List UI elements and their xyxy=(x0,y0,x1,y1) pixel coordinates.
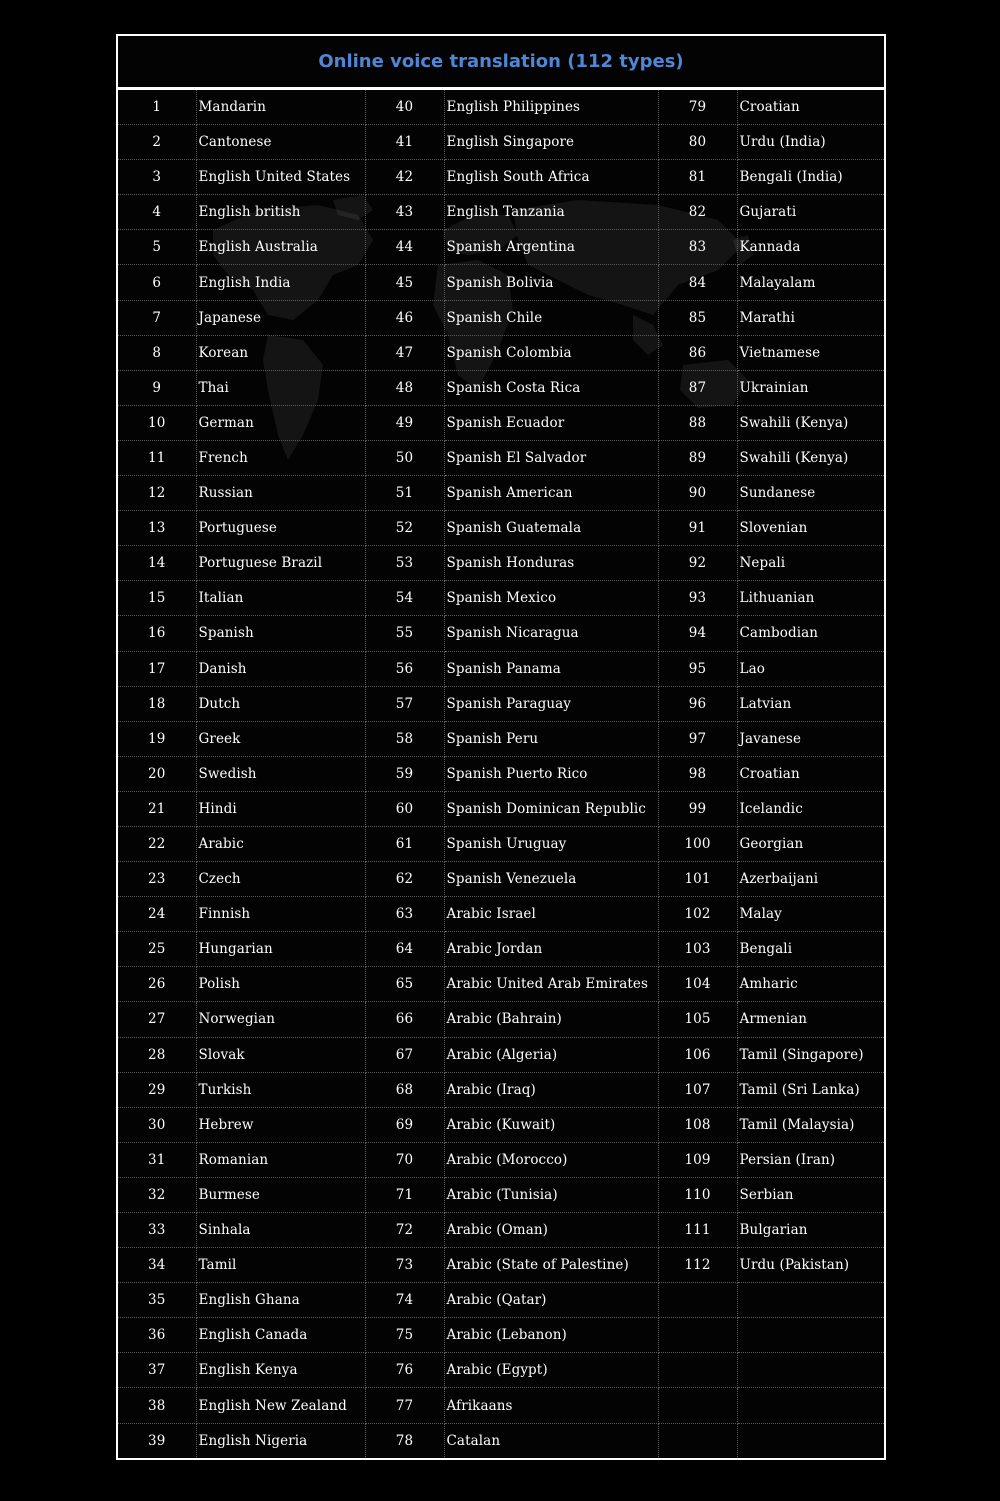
page-title: Online voice translation (112 types) xyxy=(118,36,884,90)
language-name: Tamil (Singapore) xyxy=(737,1037,884,1072)
language-name: Finnish xyxy=(196,897,365,932)
language-number: 50 xyxy=(365,440,444,475)
language-number: 26 xyxy=(118,967,196,1002)
language-number: 32 xyxy=(118,1177,196,1212)
language-number: 63 xyxy=(365,897,444,932)
language-number: 64 xyxy=(365,932,444,967)
language-name: Spanish Argentina xyxy=(444,230,658,265)
table-row xyxy=(118,581,884,616)
language-number: 15 xyxy=(118,581,196,616)
language-number: 12 xyxy=(118,476,196,511)
language-name: Spanish Colombia xyxy=(444,335,658,370)
language-name: Croatian xyxy=(737,90,884,125)
language-name: Russian xyxy=(196,476,365,511)
language-number: 112 xyxy=(658,1248,737,1283)
language-number: 2 xyxy=(118,125,196,160)
language-number: 110 xyxy=(658,1177,737,1212)
language-name xyxy=(737,1283,884,1318)
table-row xyxy=(118,1283,884,1318)
table-row xyxy=(118,1213,884,1248)
language-number xyxy=(658,1423,737,1458)
language-number: 91 xyxy=(658,511,737,546)
language-name: Turkish xyxy=(196,1072,365,1107)
language-name: Spanish Paraguay xyxy=(444,686,658,721)
language-name: Dutch xyxy=(196,686,365,721)
language-number: 38 xyxy=(118,1388,196,1423)
language-name: English british xyxy=(196,195,365,230)
language-number: 10 xyxy=(118,405,196,440)
language-name: Arabic Israel xyxy=(444,897,658,932)
language-number: 6 xyxy=(118,265,196,300)
language-name: Persian (Iran) xyxy=(737,1142,884,1177)
language-name: Japanese xyxy=(196,300,365,335)
language-number: 14 xyxy=(118,546,196,581)
language-name: Arabic (Algeria) xyxy=(444,1037,658,1072)
language-name: Spanish Chile xyxy=(444,300,658,335)
language-name: Malayalam xyxy=(737,265,884,300)
table-row xyxy=(118,686,884,721)
language-name: Korean xyxy=(196,335,365,370)
language-number: 34 xyxy=(118,1248,196,1283)
language-name: Hebrew xyxy=(196,1107,365,1142)
language-number: 25 xyxy=(118,932,196,967)
language-number: 101 xyxy=(658,862,737,897)
language-name: English Philippines xyxy=(444,90,658,125)
language-name: Spanish Mexico xyxy=(444,581,658,616)
language-number: 93 xyxy=(658,581,737,616)
language-number: 30 xyxy=(118,1107,196,1142)
language-name: Bengali xyxy=(737,932,884,967)
language-number: 75 xyxy=(365,1318,444,1353)
language-number: 45 xyxy=(365,265,444,300)
language-name: Arabic (Iraq) xyxy=(444,1072,658,1107)
language-number: 95 xyxy=(658,651,737,686)
language-name: Italian xyxy=(196,581,365,616)
table-row xyxy=(118,1177,884,1212)
language-number xyxy=(658,1388,737,1423)
language-name: Georgian xyxy=(737,826,884,861)
language-name: Tamil xyxy=(196,1248,365,1283)
language-number: 80 xyxy=(658,125,737,160)
language-name: Kannada xyxy=(737,230,884,265)
table-row xyxy=(118,897,884,932)
language-name: German xyxy=(196,405,365,440)
language-name: Lao xyxy=(737,651,884,686)
language-number: 39 xyxy=(118,1423,196,1458)
language-name: Spanish American xyxy=(444,476,658,511)
language-number: 67 xyxy=(365,1037,444,1072)
language-name: Portuguese xyxy=(196,511,365,546)
language-name: English United States xyxy=(196,160,365,195)
language-number: 106 xyxy=(658,1037,737,1072)
language-name: English Canada xyxy=(196,1318,365,1353)
language-number: 78 xyxy=(365,1423,444,1458)
language-name: Tamil (Sri Lanka) xyxy=(737,1072,884,1107)
language-number: 17 xyxy=(118,651,196,686)
language-name: Burmese xyxy=(196,1177,365,1212)
language-name: Icelandic xyxy=(737,791,884,826)
language-number: 79 xyxy=(658,90,737,125)
language-number: 86 xyxy=(658,335,737,370)
language-name: Croatian xyxy=(737,756,884,791)
language-name xyxy=(737,1318,884,1353)
language-number: 55 xyxy=(365,616,444,651)
language-number: 81 xyxy=(658,160,737,195)
language-name: Gujarati xyxy=(737,195,884,230)
table-row xyxy=(118,756,884,791)
language-name xyxy=(737,1423,884,1458)
language-name: Sinhala xyxy=(196,1213,365,1248)
language-number: 69 xyxy=(365,1107,444,1142)
language-name xyxy=(737,1353,884,1388)
language-number: 54 xyxy=(365,581,444,616)
language-name: English Australia xyxy=(196,230,365,265)
language-name: French xyxy=(196,440,365,475)
language-name: Lithuanian xyxy=(737,581,884,616)
language-number: 59 xyxy=(365,756,444,791)
language-number: 61 xyxy=(365,826,444,861)
language-name: Mandarin xyxy=(196,90,365,125)
table-row xyxy=(118,1318,884,1353)
language-number: 103 xyxy=(658,932,737,967)
language-name: Polish xyxy=(196,967,365,1002)
table-row xyxy=(118,651,884,686)
language-number: 4 xyxy=(118,195,196,230)
language-number: 98 xyxy=(658,756,737,791)
table-row xyxy=(118,476,884,511)
language-name: Marathi xyxy=(737,300,884,335)
table-row xyxy=(118,1072,884,1107)
language-number: 96 xyxy=(658,686,737,721)
language-number: 82 xyxy=(658,195,737,230)
language-name: Swahili (Kenya) xyxy=(737,440,884,475)
language-name: Bulgarian xyxy=(737,1213,884,1248)
table-row xyxy=(118,440,884,475)
table-row xyxy=(118,1037,884,1072)
language-name: Arabic (State of Palestine) xyxy=(444,1248,658,1283)
language-name: Urdu (Pakistan) xyxy=(737,1248,884,1283)
language-name: Urdu (India) xyxy=(737,125,884,160)
language-name: Arabic (Morocco) xyxy=(444,1142,658,1177)
language-name: Spanish Honduras xyxy=(444,546,658,581)
table-row xyxy=(118,265,884,300)
language-name: Cambodian xyxy=(737,616,884,651)
language-name: Serbian xyxy=(737,1177,884,1212)
table-row xyxy=(118,967,884,1002)
language-number: 68 xyxy=(365,1072,444,1107)
language-number: 73 xyxy=(365,1248,444,1283)
language-number: 36 xyxy=(118,1318,196,1353)
language-name: Thai xyxy=(196,370,365,405)
language-name: English Singapore xyxy=(444,125,658,160)
table-row xyxy=(118,160,884,195)
language-name: Vietnamese xyxy=(737,335,884,370)
language-name: Spanish Guatemala xyxy=(444,511,658,546)
language-name: Arabic (Kuwait) xyxy=(444,1107,658,1142)
language-number: 74 xyxy=(365,1283,444,1318)
language-number: 72 xyxy=(365,1213,444,1248)
language-number: 66 xyxy=(365,1002,444,1037)
language-number: 99 xyxy=(658,791,737,826)
language-name: Sundanese xyxy=(737,476,884,511)
language-number: 90 xyxy=(658,476,737,511)
language-number: 33 xyxy=(118,1213,196,1248)
language-number: 43 xyxy=(365,195,444,230)
language-number: 109 xyxy=(658,1142,737,1177)
language-name: Bengali (India) xyxy=(737,160,884,195)
language-number: 92 xyxy=(658,546,737,581)
language-name: Nepali xyxy=(737,546,884,581)
table-row xyxy=(118,125,884,160)
language-name: Arabic (Tunisia) xyxy=(444,1177,658,1212)
language-number: 37 xyxy=(118,1353,196,1388)
table-row xyxy=(118,826,884,861)
language-number: 1 xyxy=(118,90,196,125)
language-number: 44 xyxy=(365,230,444,265)
language-number: 85 xyxy=(658,300,737,335)
table-row xyxy=(118,1002,884,1037)
language-number: 28 xyxy=(118,1037,196,1072)
language-name: Arabic (Lebanon) xyxy=(444,1318,658,1353)
table-row xyxy=(118,932,884,967)
language-number: 100 xyxy=(658,826,737,861)
language-name: Spanish Dominican Republic xyxy=(444,791,658,826)
language-name: Arabic United Arab Emirates xyxy=(444,967,658,1002)
language-name xyxy=(737,1388,884,1423)
language-number: 35 xyxy=(118,1283,196,1318)
table-row xyxy=(118,90,884,125)
language-name: Arabic (Egypt) xyxy=(444,1353,658,1388)
language-name: Slovenian xyxy=(737,511,884,546)
table-row xyxy=(118,335,884,370)
language-number: 40 xyxy=(365,90,444,125)
language-number: 27 xyxy=(118,1002,196,1037)
language-number: 60 xyxy=(365,791,444,826)
language-number: 111 xyxy=(658,1213,737,1248)
language-name: Latvian xyxy=(737,686,884,721)
language-name: English Tanzania xyxy=(444,195,658,230)
language-name: Arabic xyxy=(196,826,365,861)
language-number: 29 xyxy=(118,1072,196,1107)
table-row xyxy=(118,1423,884,1458)
language-number: 7 xyxy=(118,300,196,335)
language-number: 104 xyxy=(658,967,737,1002)
language-name: Armenian xyxy=(737,1002,884,1037)
language-number xyxy=(658,1353,737,1388)
language-number: 5 xyxy=(118,230,196,265)
table-row xyxy=(118,1388,884,1423)
language-number: 107 xyxy=(658,1072,737,1107)
language-number: 56 xyxy=(365,651,444,686)
language-number: 84 xyxy=(658,265,737,300)
language-number: 24 xyxy=(118,897,196,932)
language-name: Spanish Peru xyxy=(444,721,658,756)
language-name: Spanish Costa Rica xyxy=(444,370,658,405)
table-row xyxy=(118,721,884,756)
language-number: 77 xyxy=(365,1388,444,1423)
language-number: 8 xyxy=(118,335,196,370)
language-name: Amharic xyxy=(737,967,884,1002)
language-number: 102 xyxy=(658,897,737,932)
language-number: 105 xyxy=(658,1002,737,1037)
language-name: Catalan xyxy=(444,1423,658,1458)
language-number: 57 xyxy=(365,686,444,721)
language-number: 97 xyxy=(658,721,737,756)
table-row xyxy=(118,1353,884,1388)
language-name: Swahili (Kenya) xyxy=(737,405,884,440)
table-row xyxy=(118,1142,884,1177)
language-number: 65 xyxy=(365,967,444,1002)
language-name: Danish xyxy=(196,651,365,686)
language-number: 46 xyxy=(365,300,444,335)
language-name: Greek xyxy=(196,721,365,756)
language-name: Norwegian xyxy=(196,1002,365,1037)
language-name: Romanian xyxy=(196,1142,365,1177)
language-name: Malay xyxy=(737,897,884,932)
language-name: Swedish xyxy=(196,756,365,791)
language-name: Ukrainian xyxy=(737,370,884,405)
table-row xyxy=(118,230,884,265)
table-row xyxy=(118,616,884,651)
language-number: 83 xyxy=(658,230,737,265)
language-number: 18 xyxy=(118,686,196,721)
table-row xyxy=(118,791,884,826)
table-row xyxy=(118,546,884,581)
language-number: 42 xyxy=(365,160,444,195)
language-name: Spanish Panama xyxy=(444,651,658,686)
language-name: English Ghana xyxy=(196,1283,365,1318)
language-name: Slovak xyxy=(196,1037,365,1072)
language-number: 13 xyxy=(118,511,196,546)
language-name: English Nigeria xyxy=(196,1423,365,1458)
language-name: Arabic (Qatar) xyxy=(444,1283,658,1318)
language-number: 108 xyxy=(658,1107,737,1142)
language-name: Spanish Ecuador xyxy=(444,405,658,440)
language-name: English New Zealand xyxy=(196,1388,365,1423)
language-number: 70 xyxy=(365,1142,444,1177)
language-name: Javanese xyxy=(737,721,884,756)
language-table-body xyxy=(118,90,884,1458)
language-number: 3 xyxy=(118,160,196,195)
language-name: Arabic Jordan xyxy=(444,932,658,967)
language-number: 53 xyxy=(365,546,444,581)
table-row xyxy=(118,1248,884,1283)
language-name: Spanish Nicaragua xyxy=(444,616,658,651)
language-number: 22 xyxy=(118,826,196,861)
language-name: Portuguese Brazil xyxy=(196,546,365,581)
language-number xyxy=(658,1318,737,1353)
language-number: 52 xyxy=(365,511,444,546)
language-name: English South Africa xyxy=(444,160,658,195)
language-number: 47 xyxy=(365,335,444,370)
language-number: 94 xyxy=(658,616,737,651)
language-name: English Kenya xyxy=(196,1353,365,1388)
table-row xyxy=(118,300,884,335)
table-row xyxy=(118,862,884,897)
language-number: 76 xyxy=(365,1353,444,1388)
language-name: Hindi xyxy=(196,791,365,826)
language-number: 16 xyxy=(118,616,196,651)
language-number: 31 xyxy=(118,1142,196,1177)
language-name: Spanish Uruguay xyxy=(444,826,658,861)
language-name: Azerbaijani xyxy=(737,862,884,897)
language-number: 51 xyxy=(365,476,444,511)
language-number: 41 xyxy=(365,125,444,160)
language-number: 21 xyxy=(118,791,196,826)
table-row xyxy=(118,195,884,230)
language-table-frame xyxy=(116,34,886,1460)
language-number: 88 xyxy=(658,405,737,440)
language-name: English India xyxy=(196,265,365,300)
language-name: Tamil (Malaysia) xyxy=(737,1107,884,1142)
language-number: 19 xyxy=(118,721,196,756)
table-row xyxy=(118,405,884,440)
language-name: Czech xyxy=(196,862,365,897)
table-row xyxy=(118,370,884,405)
language-name: Spanish xyxy=(196,616,365,651)
language-number: 71 xyxy=(365,1177,444,1212)
language-number: 9 xyxy=(118,370,196,405)
language-number: 48 xyxy=(365,370,444,405)
language-table xyxy=(118,90,884,1459)
language-name: Afrikaans xyxy=(444,1388,658,1423)
table-row xyxy=(118,1107,884,1142)
language-name: Arabic (Bahrain) xyxy=(444,1002,658,1037)
language-number xyxy=(658,1283,737,1318)
language-number: 87 xyxy=(658,370,737,405)
table-row xyxy=(118,511,884,546)
language-name: Spanish Bolivia xyxy=(444,265,658,300)
language-number: 89 xyxy=(658,440,737,475)
language-number: 23 xyxy=(118,862,196,897)
language-number: 62 xyxy=(365,862,444,897)
language-name: Spanish Venezuela xyxy=(444,862,658,897)
language-name: Arabic (Oman) xyxy=(444,1213,658,1248)
language-name: Cantonese xyxy=(196,125,365,160)
language-number: 11 xyxy=(118,440,196,475)
language-name: Hungarian xyxy=(196,932,365,967)
language-name: Spanish El Salvador xyxy=(444,440,658,475)
language-name: Spanish Puerto Rico xyxy=(444,756,658,791)
language-number: 49 xyxy=(365,405,444,440)
language-number: 20 xyxy=(118,756,196,791)
language-number: 58 xyxy=(365,721,444,756)
